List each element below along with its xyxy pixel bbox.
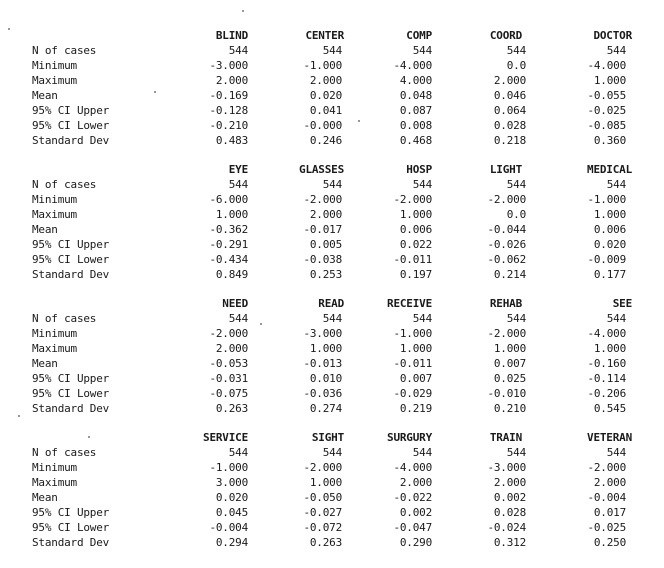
stat-value: 0.0	[506, 59, 526, 72]
stat-value: 0.048	[399, 89, 432, 102]
stat-label: 95% CI Upper	[32, 506, 110, 519]
stat-value: 2.000	[309, 208, 342, 221]
stat-value: 544	[322, 312, 342, 325]
stat-value: 0.545	[593, 402, 626, 415]
stat-value: 2.000	[399, 476, 432, 489]
stat-value: -0.027	[303, 506, 342, 519]
stat-value: 2.000	[215, 74, 248, 87]
stat-label: Maximum	[32, 208, 77, 221]
stat-value: -0.036	[303, 387, 342, 400]
stat-value: 0.020	[593, 238, 626, 251]
stat-row-n	[0, 445, 664, 460]
stat-label: Maximum	[32, 476, 77, 489]
stat-row-std-dev	[0, 401, 664, 416]
stat-value: 0.210	[493, 402, 526, 415]
stat-value: 544	[228, 446, 248, 459]
stat-row-ci-lower	[0, 520, 664, 535]
stat-value: 0.007	[493, 357, 526, 370]
stat-value: -0.017	[303, 223, 342, 236]
stat-value: -3.000	[209, 59, 248, 72]
stat-row-mean	[0, 356, 664, 371]
stat-value: -2.000	[487, 193, 526, 206]
stat-value: 544	[228, 178, 248, 191]
stat-value: 1.000	[593, 342, 626, 355]
stat-value: -1.000	[587, 193, 626, 206]
stat-value: 0.360	[593, 134, 626, 147]
stat-value: 4.000	[399, 74, 432, 87]
stat-value: -0.029	[393, 387, 432, 400]
stat-value: -0.055	[587, 89, 626, 102]
stat-value: 0.197	[399, 268, 432, 281]
stat-value: 2.000	[493, 74, 526, 87]
stat-value: 0.025	[493, 372, 526, 385]
stat-value: -1.000	[209, 461, 248, 474]
stat-value: -0.004	[209, 521, 248, 534]
stat-value: 0.022	[399, 238, 432, 251]
stat-value: 544	[506, 312, 526, 325]
stat-value: 0.045	[215, 506, 248, 519]
stat-row-std-dev	[0, 133, 664, 148]
stat-value: -0.047	[393, 521, 432, 534]
stat-row-maximum	[0, 73, 664, 88]
stat-label: Standard Dev	[32, 134, 110, 147]
stat-row-ci-upper	[0, 505, 664, 520]
stat-label: N of cases	[32, 446, 97, 459]
header-row	[0, 162, 664, 177]
column-header: SIGHT	[311, 431, 344, 444]
stat-row-n	[0, 43, 664, 58]
stat-value: -6.000	[209, 193, 248, 206]
stat-value: -0.011	[393, 357, 432, 370]
stats-block-3	[0, 296, 664, 416]
column-header: COMP	[406, 29, 432, 42]
stat-value: 2.000	[215, 342, 248, 355]
stat-value: -0.000	[303, 119, 342, 132]
stat-row-ci-lower	[0, 386, 664, 401]
stat-row-minimum	[0, 460, 664, 475]
stat-row-mean	[0, 222, 664, 237]
stat-value: 0.005	[309, 238, 342, 251]
stat-label: Mean	[32, 491, 58, 504]
stat-value: 1.000	[593, 74, 626, 87]
stats-block-1	[0, 28, 664, 148]
scan-speck	[242, 10, 244, 12]
column-header: MEDICAL	[587, 163, 632, 176]
stat-value: 544	[322, 446, 342, 459]
stat-label: Mean	[32, 357, 58, 370]
stat-label: N of cases	[32, 44, 97, 57]
stat-value: -3.000	[487, 461, 526, 474]
stat-value: -0.206	[587, 387, 626, 400]
stat-value: 544	[506, 446, 526, 459]
stat-value: -4.000	[393, 461, 432, 474]
stat-value: 0.219	[399, 402, 432, 415]
stat-label: 95% CI Upper	[32, 104, 110, 117]
column-header: LIGHT	[489, 163, 522, 176]
stat-label: 95% CI Lower	[32, 253, 110, 266]
stat-value: -0.026	[487, 238, 526, 251]
stat-label: Minimum	[32, 193, 77, 206]
stat-row-ci-lower	[0, 118, 664, 133]
stat-value: -0.160	[587, 357, 626, 370]
stat-value: -0.025	[587, 521, 626, 534]
stat-value: 544	[606, 178, 626, 191]
stat-value: -0.062	[487, 253, 526, 266]
stat-value: -2.000	[393, 193, 432, 206]
stat-row-maximum	[0, 207, 664, 222]
header-row	[0, 430, 664, 445]
stat-value: 0.064	[493, 104, 526, 117]
stat-value: -0.434	[209, 253, 248, 266]
stat-value: -0.114	[587, 372, 626, 385]
stat-value: 0.246	[309, 134, 342, 147]
stat-value: -0.038	[303, 253, 342, 266]
stat-value: 0.010	[309, 372, 342, 385]
stat-value: 2.000	[309, 74, 342, 87]
stat-value: -2.000	[303, 461, 342, 474]
stat-value: 544	[606, 312, 626, 325]
stat-value: 0.263	[215, 402, 248, 415]
stat-value: 544	[322, 178, 342, 191]
column-header: READ	[318, 297, 344, 310]
stat-value: -0.053	[209, 357, 248, 370]
stat-value: -0.025	[587, 104, 626, 117]
stat-value: -4.000	[393, 59, 432, 72]
stat-value: -2.000	[587, 461, 626, 474]
stat-value: 2.000	[493, 476, 526, 489]
stat-value: 0.849	[215, 268, 248, 281]
stat-row-ci-upper	[0, 371, 664, 386]
column-header: BLIND	[215, 29, 248, 42]
column-header: CENTER	[305, 29, 344, 42]
header-row	[0, 28, 664, 43]
stat-value: -0.004	[587, 491, 626, 504]
stat-value: 0.312	[493, 536, 526, 549]
stat-value: -0.075	[209, 387, 248, 400]
column-header: TRAIN	[489, 431, 522, 444]
stat-value: 1.000	[399, 342, 432, 355]
stat-value: -0.050	[303, 491, 342, 504]
stat-value: -0.072	[303, 521, 342, 534]
stat-value: -0.362	[209, 223, 248, 236]
stat-value: 0.046	[493, 89, 526, 102]
stat-value: -3.000	[303, 327, 342, 340]
stat-value: -0.022	[393, 491, 432, 504]
column-header: GLASSES	[299, 163, 344, 176]
stat-row-ci-upper	[0, 103, 664, 118]
stat-value: 0.087	[399, 104, 432, 117]
stat-value: -0.210	[209, 119, 248, 132]
stat-row-std-dev	[0, 267, 664, 282]
stat-value: 1.000	[309, 476, 342, 489]
stat-row-n	[0, 177, 664, 192]
stat-value: -0.085	[587, 119, 626, 132]
stat-value: 0.290	[399, 536, 432, 549]
stat-value: 0.483	[215, 134, 248, 147]
stat-label: Minimum	[32, 327, 77, 340]
stat-label: Standard Dev	[32, 402, 110, 415]
stat-value: 1.000	[215, 208, 248, 221]
stat-value: 544	[412, 178, 432, 191]
stat-label: Minimum	[32, 461, 77, 474]
stat-value: -0.128	[209, 104, 248, 117]
column-header: SERVICE	[203, 431, 248, 444]
stat-label: 95% CI Upper	[32, 238, 110, 251]
stat-value: -4.000	[587, 59, 626, 72]
stat-value: 0.274	[309, 402, 342, 415]
stat-value: 0.177	[593, 268, 626, 281]
stat-value: -0.011	[393, 253, 432, 266]
stat-value: -0.031	[209, 372, 248, 385]
stat-value: 544	[412, 312, 432, 325]
stat-label: 95% CI Lower	[32, 119, 110, 132]
stat-label: Mean	[32, 89, 58, 102]
stat-label: 95% CI Upper	[32, 372, 110, 385]
stat-value: 544	[606, 446, 626, 459]
stat-row-ci-lower	[0, 252, 664, 267]
stat-value: 1.000	[493, 342, 526, 355]
column-header: REHAB	[489, 297, 522, 310]
stat-value: -0.291	[209, 238, 248, 251]
stat-value: 1.000	[309, 342, 342, 355]
stat-label: Standard Dev	[32, 536, 110, 549]
stat-row-mean	[0, 88, 664, 103]
stat-row-std-dev	[0, 535, 664, 550]
column-header: EYE	[228, 163, 248, 176]
stat-value: -0.010	[487, 387, 526, 400]
stat-label: 95% CI Lower	[32, 387, 110, 400]
stat-value: 1.000	[593, 208, 626, 221]
stat-value: 0.006	[399, 223, 432, 236]
stat-value: 1.000	[399, 208, 432, 221]
stat-label: 95% CI Lower	[32, 521, 110, 534]
stat-value: 0.017	[593, 506, 626, 519]
stat-label: Standard Dev	[32, 268, 110, 281]
stat-value: -0.044	[487, 223, 526, 236]
stat-value: -1.000	[393, 327, 432, 340]
stat-value: 0.002	[399, 506, 432, 519]
stat-row-maximum	[0, 475, 664, 490]
column-header: VETERAN	[587, 431, 632, 444]
stat-label: Maximum	[32, 74, 77, 87]
stat-row-maximum	[0, 341, 664, 356]
stat-value: 0.028	[493, 506, 526, 519]
stat-value: -0.009	[587, 253, 626, 266]
stat-value: 544	[606, 44, 626, 57]
header-row	[0, 296, 664, 311]
stat-value: 0.294	[215, 536, 248, 549]
stat-value: 0.250	[593, 536, 626, 549]
stat-value: 544	[322, 44, 342, 57]
stat-row-minimum	[0, 58, 664, 73]
stat-value: 544	[506, 44, 526, 57]
stat-row-ci-upper	[0, 237, 664, 252]
column-header: DOCTOR	[593, 29, 632, 42]
stat-value: -0.169	[209, 89, 248, 102]
stat-row-mean	[0, 490, 664, 505]
stats-block-4	[0, 430, 664, 550]
stat-value: 3.000	[215, 476, 248, 489]
stat-value: 0.041	[309, 104, 342, 117]
stat-value: 0.218	[493, 134, 526, 147]
stat-row-minimum	[0, 192, 664, 207]
stat-value: 544	[506, 178, 526, 191]
stat-value: 0.253	[309, 268, 342, 281]
stat-value: 0.028	[493, 119, 526, 132]
stat-row-minimum	[0, 326, 664, 341]
stat-value: -2.000	[209, 327, 248, 340]
stat-value: -2.000	[487, 327, 526, 340]
column-header: RECEIVE	[387, 297, 432, 310]
stat-value: 0.020	[215, 491, 248, 504]
stat-value: 0.468	[399, 134, 432, 147]
stat-value: 0.0	[506, 208, 526, 221]
stat-value: 0.214	[493, 268, 526, 281]
stat-value: -2.000	[303, 193, 342, 206]
stat-label: Maximum	[32, 342, 77, 355]
column-header: HOSP	[406, 163, 432, 176]
stat-value: 2.000	[593, 476, 626, 489]
stats-block-2	[0, 162, 664, 282]
stat-value: 0.263	[309, 536, 342, 549]
stat-label: Minimum	[32, 59, 77, 72]
column-header: SEE	[612, 297, 632, 310]
column-header: SURGURY	[387, 431, 432, 444]
stat-value: 544	[412, 446, 432, 459]
stat-value: -0.013	[303, 357, 342, 370]
stat-value: 0.020	[309, 89, 342, 102]
stat-label: N of cases	[32, 178, 97, 191]
stat-value: 544	[228, 312, 248, 325]
stat-value: -0.024	[487, 521, 526, 534]
stat-value: 544	[412, 44, 432, 57]
stat-value: 544	[228, 44, 248, 57]
column-header: NEED	[222, 297, 248, 310]
stat-row-n	[0, 311, 664, 326]
column-header: COORD	[489, 29, 522, 42]
stat-label: N of cases	[32, 312, 97, 325]
stat-value: -4.000	[587, 327, 626, 340]
stat-value: -1.000	[303, 59, 342, 72]
stat-value: 0.007	[399, 372, 432, 385]
stat-value: 0.002	[493, 491, 526, 504]
stat-value: 0.006	[593, 223, 626, 236]
stat-value: 0.008	[399, 119, 432, 132]
stat-label: Mean	[32, 223, 58, 236]
